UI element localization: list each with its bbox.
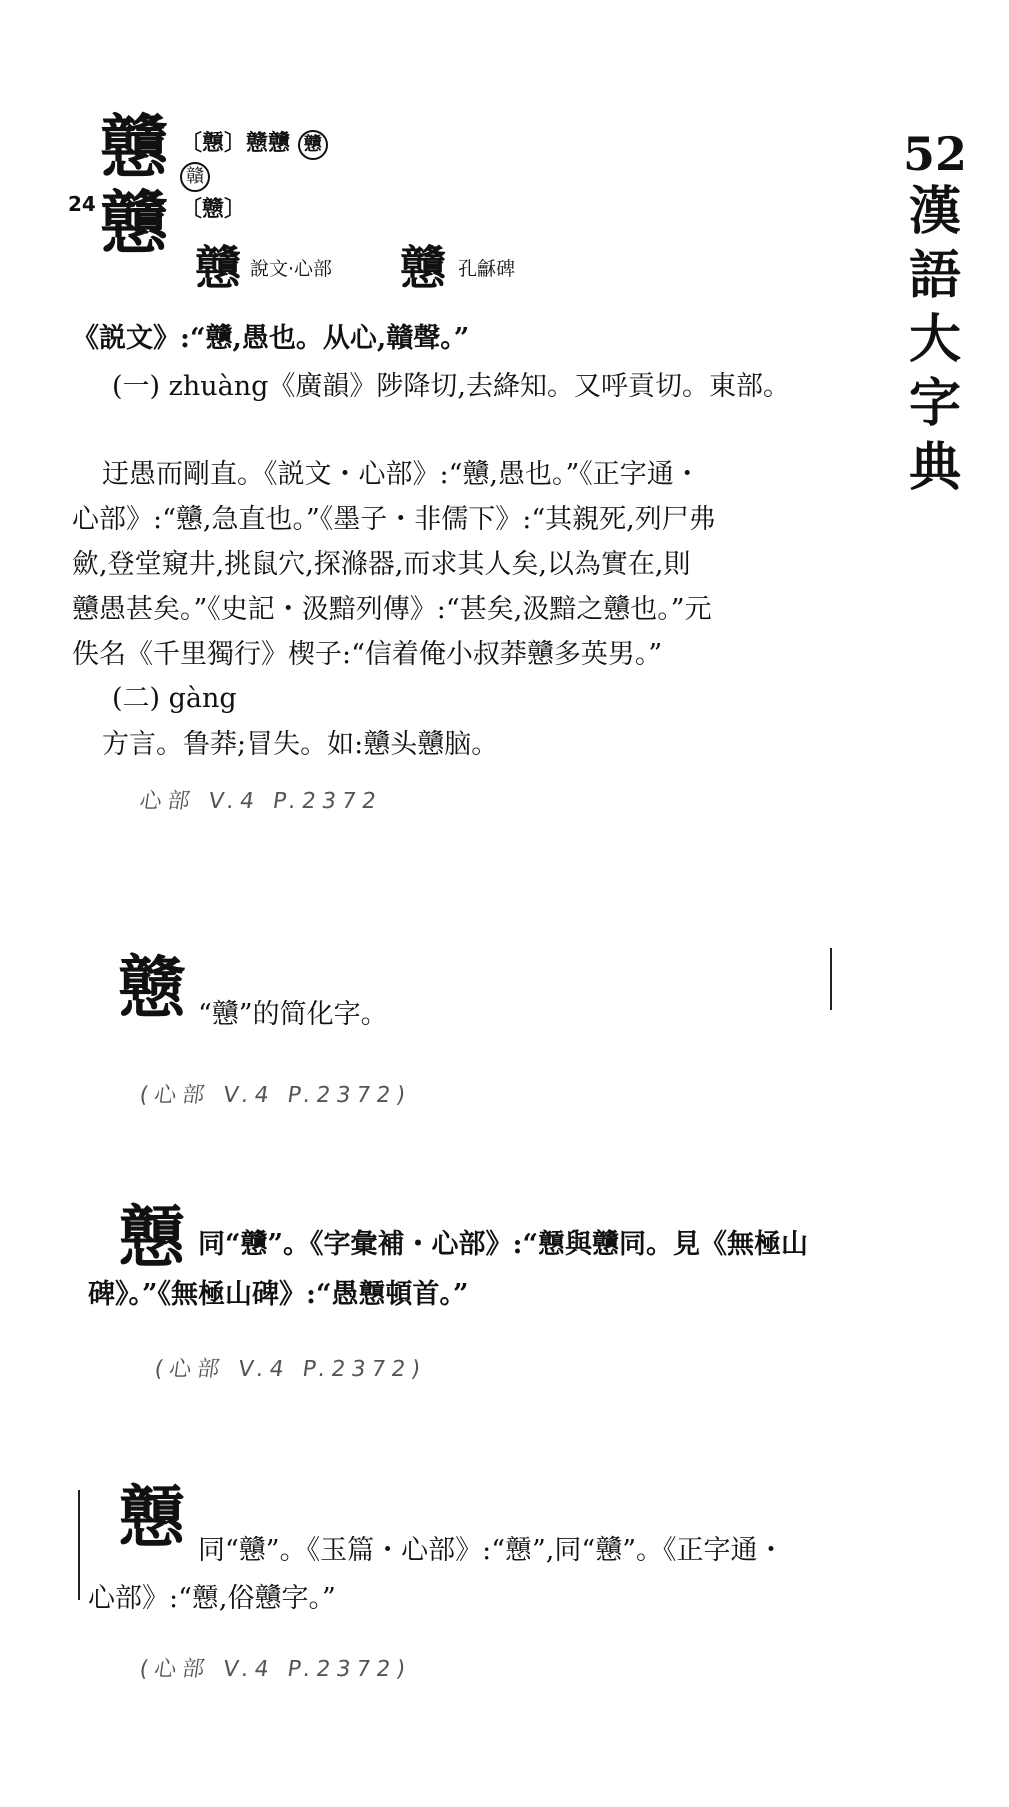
head-character: 戇 — [100, 108, 169, 188]
clerical-source: 孔龢碑 — [458, 258, 516, 280]
book-title-char: 語 — [908, 245, 961, 306]
seal-script-char: 戇 — [195, 241, 241, 295]
marker-number: 24 — [68, 192, 96, 216]
clerical-script-char: 戇 — [400, 241, 446, 295]
circled-variant-icon: 戇 — [298, 130, 328, 160]
book-title-char: 大 — [908, 309, 961, 370]
book-title-char: 字 — [908, 373, 961, 434]
definition-line: 戇愚甚矣。”《史記・汲黯列傳》:“甚矣,汲黯之戇也。”元 — [72, 594, 712, 625]
definition: “戇”的简化字。 — [198, 999, 388, 1030]
definition-line: 歛,登堂窺井,挑鼠穴,探滌器,而求其人矣,以為實在,則 — [72, 549, 691, 580]
book-title-char: 典 — [908, 437, 961, 498]
definition-line-1: 同“戇”。《玉篇・心部》:“戅”,同“戇”。《正字通・ — [198, 1535, 785, 1566]
definition-line: 佚名《千里獨行》楔子:“信着俺小叔莽戇多英男。” — [72, 639, 663, 670]
definition-line-1: 同“戇”。《字彙補・心部》:“戅與戇同。見《無極山 — [198, 1229, 809, 1260]
head-character: 戅 — [118, 1198, 187, 1278]
handwritten-note: 心部 V.4 P.2372 — [137, 789, 384, 814]
circled-variant-icon: 贛 — [180, 162, 210, 192]
sense-1-pronunciation: (一) zhuàng《廣韻》陟降切,去絳知。又呼貢切。東部。 — [112, 371, 791, 402]
margin-line — [78, 1490, 80, 1600]
sense-2-pronunciation: (二) gàng — [112, 683, 237, 714]
side-header — [890, 128, 980, 500]
shuowen-quote: 《説文》:“戇,愚也。从心,贛聲。” — [72, 323, 470, 354]
definition-line-2: 碑》。”《無極山碑》:“愚戅頓首。” — [88, 1279, 469, 1310]
page-number: 52 — [902, 127, 967, 181]
variant-forms-2 — [180, 162, 210, 192]
handwritten-note: (心部 V.4 P.2372) — [137, 1657, 413, 1682]
definition-line: 迂愚而剛直。《説文・心部》:“戇,愚也。”《正字通・ — [102, 459, 701, 490]
sense-2-definition: 方言。鲁莽;冒失。如:戇头戇脑。 — [102, 729, 499, 760]
definition-line: 心部》:“戇,急直也。”《墨子・非儒下》:“其親死,列尸弗 — [72, 504, 716, 535]
variant-bracket: 〔戆〕 — [180, 196, 247, 222]
seal-source: 說文·心部 — [250, 258, 333, 280]
margin-line — [830, 948, 832, 1010]
head-character: 戆 — [118, 948, 187, 1028]
head-character: 戅 — [118, 1478, 187, 1558]
book-title-char: 漢 — [908, 181, 961, 242]
sense-1-definition — [72, 452, 872, 677]
definition-line-2: 心部》:“戅,俗戇字。” — [88, 1583, 336, 1614]
handwritten-note: (心部 V.4 P.2372) — [137, 1083, 413, 1108]
head-character-2: 戇 — [100, 184, 169, 264]
handwritten-note: (心部 V.4 P.2372) — [152, 1357, 428, 1382]
variant-forms: 〔戅〕戆戇 戇 — [180, 126, 328, 160]
